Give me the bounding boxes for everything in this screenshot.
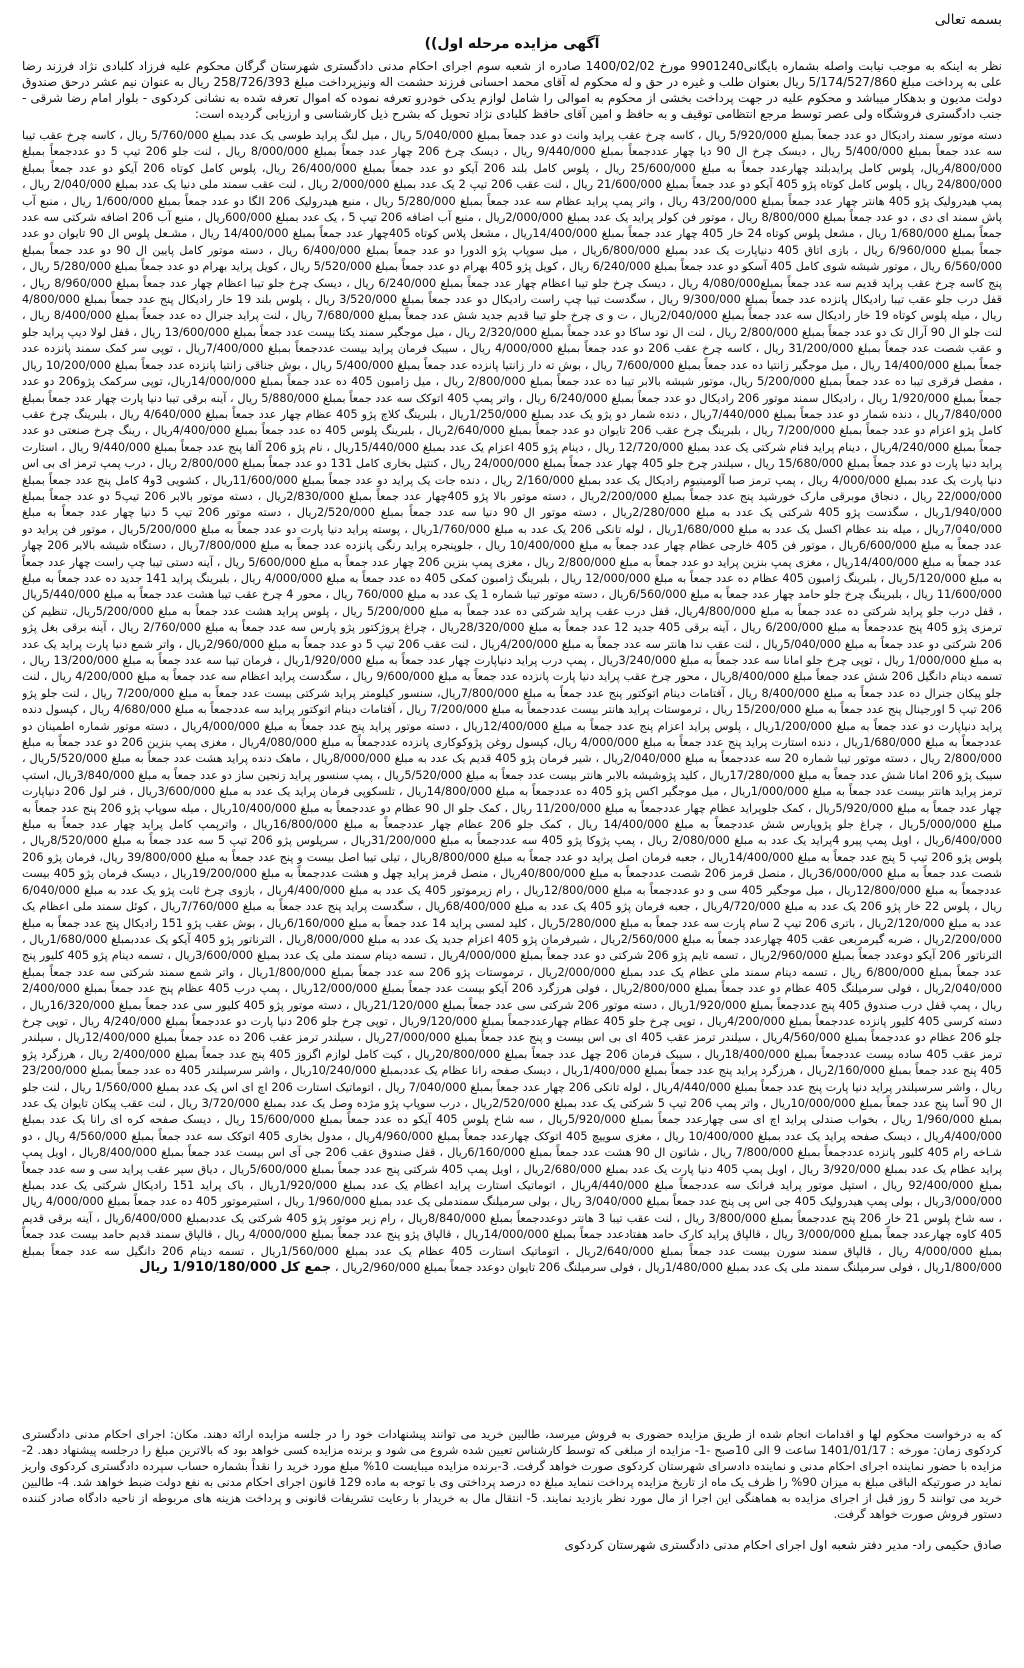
items-list bbox=[22, 128, 1002, 1420]
total-value: 1/910/180/000 ریال bbox=[139, 1260, 278, 1276]
auction-conditions: که به درخواست محکوم لها و اقدامات انجام شده از طریق مزایده حضوری به فروش میرسد، طالبین خرید می توانند پیشنهادات خود را در جلسه مزایده ارائه دهند. مکان: اجرای احکام مدنی دادگستری کردکوی زمان: مورخه : 1401/01/17 ساعت 9 الی 10صبح -1- مزایده از مبلغی که توسط کارشناس تعیین شده شروع می شود و برنده مزایده کسی خواهد بود که بالاترین مبلغ را درجلسه پیشنهاد دهد. 2- مزایده با حضور نماینده اجرای احکام مدنی و نماینده دادسرای شهرستان کردکوی صورت خواهد گرفت. 3-برنده مزایده میبایست 10% مبلغ مورد خرید را نقداً بشماره حساب سپرده دادگستری کردکوی واریز نماید در صورتیکه الباقی مبلغ به میزان 90% را ظرف یک ماه از تاریخ مزایده پرداخت ننماید مبلغ ده درصد پرداختی وی با توجه به ماده 129 قانون اجرای احکام مدنی به نفع دولت ضبط خواهد شد. 4- طالبین خرید می توانند 5 روز قبل از اجرای مزایده به هماهنگی این اجرا از مال مورد نظر بازدید نمایند. 5- انتقال مال به خریدار با رعایت تشریفات قانونی و پرداخت هزینه های مربوطه از ناحیه دادگاه صادر کننده دستور فروش صورت خواهد گرفت. bbox=[22, 1427, 1003, 1521]
salutation: بسمه تعالی bbox=[934, 12, 1002, 28]
notice-title: آگهی مزایده مرحله اول)) bbox=[424, 36, 600, 52]
items-text: دسته موتور سمند رادیکال دو عدد جمعاً بمبلغ 5/920/000 ریال ، کاسه چرخ عقب پراید وانت دو عدد جمعاً بمبلغ 5/040/000 ریال ، میل لنگ پراید طوسی یک عدد بمبلغ 5/760/000 ریال ، کاسه چرخ عقب تیبا سه عدد جمعاً بمبلغ 5/400/000 ریال ، دیسک چرخ ال 90 دیا چهار عددجمعاً بمبلغ 9/440/000 ریال ، دیسک چرخ 206 چهار عدد جمعاً بمبلغ 8/000/000 ریال ، لنت جلو 206 تیپ 5 دو عددجمعاً بمبلغ 4/800/000ریال، پلوس کامل پرایدبلند چهارعدد جمعاً به مبلغ 25/600/000 ریال ، پلوس کامل بلند 206 آیکو دو عدد جمعاً بمبلغ 26/400/000 ریال، پلوس کامل کوتاه 206 آیکو دو عدد جمعاً بمبلغ 24/800/000 ریال ، پلوس کامل کوتاه پژو 405 آیکو دو عدد جمعاً بمبلغ 21/600/000 ریال ، لنت عقب 206 تیپ 2 یک عدد بمبلغ 2/000/000 ریال ، لنت عقب سمند ملی دنیا یک عدد بمبلغ 2/040/000 ریال ، پمپ هیدرولیک پژو 405 هانتر چهار عدد جمعاً بمبلغ 43/200/000 ریال ، واتر پمپ پراید عظام سه عدد جمعاً بمبلغ 5/280/000 ریال ، منبع هیدرولیک 206 الگا دو عدد جمعاً بمبلغ 1/600/000 ریال ، منبع آب پاش سمند ای دی ، دو عدد جمعاً بمبلغ 8/800/000 ریال ، موتور فن کولر پراید یک عدد بمبلغ 2/000/000ریال ، منبع آب اضافه 206 تیپ 5 ، یک عدد بمبلغ 600/000ریال ، منبع آب 206 اضافه شرکتی سه عدد جمعاً بمبلغ 1/680/000 ریال ، مشعل پلوس کوتاه 24 خار 405 چهار عدد جمعاً بمبلغ 14/400/000ریال ، مشعل پلاس کوتاه 405چهار عدد جمعاً بمبلغ 14/400/000 ریال ، مشـعل پلوس ال 90 تایوان دو عدد جمعاً بمبلغ 6/960/000 ریال ، بازی اتاق 405 دنیاپارت یک عدد بمبلغ 6/800/000ریال ، میل سوپاپ پژو الدورا دو عدد جمعاً بمبلغ 6/400/000 ریال ، دسته موتور کامل پایین ال 90 دو عدد جمعاً بمبلغ 6/560/000 ریال ، موتور شیشه شوی کامل 405 آسکو دو عدد جمعاً بمبلغ 6/240/000 ریال ، کویل پژو 405 بهرام دو عدد جمعاً بمبلغ 5/520/000 ریال ، کویل پراید بهرام دو عدد جمعاً بمبلغ 5/280/000 ریال ، پنج کاسه چرخ عقب پراید قدیم سه عدد جمعاً بمبلغ4/080/000 ریال ، دیسک چرخ جلو تیبا اعظام چهار عدد جمعاً بمبلغ 6/240/000 ریال ، دیسک چرخ جلو تیبا اعظام چهار عدد جمعاً بمبلغ 8/960/000 ریال ، قفل درب جلو عقب تیبا رادیکال پانزده عدد جمعاً بمبلغ 9/300/000 ریال ، سگدست تیبا چپ راست رادیکال دو عدد جمعاً بمبلغ 3/520/000 ریال ، پلوس بلند 19 خار رادیکال پنج عدد جمعاً بمبلغ 4/800/000 ریال ، میله پلوس کوتاه 19 خار رادیکال سه عدد جمعاً بمبلغ 2/040/000ریال ، ت و ی چرخ جلو تیبا قدیم جدید شش عدد جمعاً بمبلغ 7/680/000 ریال ، لنت پراید جنرال ده عدد جمعاً بمبلغ 8/400/000 ریال ، لنت جلو ال 90 آرال تک دو عدد جمعاً بمبلغ 2/800/000 ریال ، لنت ال نود ساکا دو عدد جمعاً بمبلغ 2/320/000 ریال ، میل موجگیر سمند یکتا بیست عدد جمعاً بمبلغ 13/600/000 ریال ، قفل لولا دیپ پراید جلو و عقب شصت عدد جمعاً بمبلغ 31/200/000 ریال ، کاسه چرخ عقب 206 دو عدد جمعاً بمبلغ 4/000/000 ریال ، سیبک فرمان پراید بیست عددجمعاً بمبلغ 7/400/000ریال ، توپی سر کمک سمند پانزده عدد جمعاً بمبلغ 14/400/000 ریال ، میل موجگیر زانتیا ده عدد جمعاً بمبلغ 7/600/000 ریال ، بوش ته دار زانتیا پانزده عدد جمعاً بمبلغ 5/400/000 ریال ، بوش جناقی زانتیا پانزده عدد جمعاً بمبلغ 10/200/000 ریال ، مفصل فرقری تیبا ده عدد جمعاً بمبلغ 5/200/000 ریال، موتور شیشه بالابر تیبا ده عدد جمعاً بمبلغ 2/800/000 ریال ، میل زامبون 405 ده عدد جمعاً بمبلغ 14/000/000ریال، توپی سرکمک پژو206 دو عدد جمعاً بمبلغ 1/920/000 ریال ، رادیکال سمند موتور 206 رادیکال دو عدد جمعاً بمبلغ 6/240/000 ریال ، واتر پمپ 405 اتوکک سه عدد جمعاً بمبلغ 5/880/000 ریال ، آینه برقی تیبا دنیا پارت چهار عدد جمعاً بمبلغ 7/840/000ریال ، دنده شمار دو عدد جمعاً بمبلغ 7/440/000ریال ، دنده شمار دو پژو یک عدد بمبلغ 1/250/000ریال ، بلبرینگ کلاچ پژو 405 عظام چهار عدد جمعاً بمبلغ 4/640/000 ریال ، بلبرینگ چرخ عقب کامل پژو اعزام دو عدد جمعاً بمبلغ 7/200/000 ریال ، بلبرینگ چرخ عقب 206 تایوان دو عدد جمعاً بمبلغ 2/640/000ریال ، بلبرینگ پلوس 405 ده عدد جمعاً بمبلغ 4/400/000ریال ، رینگ چرخ صنعتی دو عدد جمعاً بمبلغ 4/240/000ریال ، دینام پراید فنام شرکتی یک عدد بمبلغ 12/720/000 ریال ، دینام پژو 405 اعزام یک عدد بمبلغ 15/440/000ریال ، نام پژو 206 آلفا پنج عدد جمعاً بمبلغ 9/440/000 ریال ، استارت پراید دنیا پارت دو عدد جمعاً بمبلغ 15/680/000 ریال ، سیلندر چرخ جلو 405 چهار عدد جمعاً بمبلغ 24/000/000 ریال ، کنتیل بخاری کامل 131 دو عدد جمعاً بمبلغ 2/800/000 ریال ، درب پمپ ترمز ای بی اس دنیا پارت یک عدد بمبلغ 4/000/000 ریال ، پمپ ترمز صبا آلومینیوم رادیکال یک عدد بمبلغ 2/160/000 ریال ، دنده جات یک پراید دو عدد جمعاً بمبلغ 11/600/000ریال ، کشویی 3و4 کامل پنج عدد جمعاً بمبلغ 22/000/000 ریال ، دنجاق موبرقی مارک خورشید پنج عدد جمعاً بمبلغ 2/200/000ریال ، دسته موتور بالا پژو 405چهار عدد جمعاً بمبلغ 2/830/000ریال ، دسته موتور بالابر 206 تیپ5 دو عدد جمعاً بمبلغ 1/940/000ریال ، سگدست پژو 405 شرکتی یک عدد به مبلغ 2/280/000ریال ، دسته موتور ال 90 دنیا سه عدد جمعاً بمبلغ 2/520/000ریال ، دسته موتور 206 تیپ 5 دنیا چهار عدد جمعاً به مبلغ 7/040/000ریال ، میله بند عظام اکسل یک عدد به مبلغ 1/680/000ریال ، لوله تانکی 206 یک عدد به مبلغ 1/760/000ریال ، پوسته پراید دنیا پارت دو عدد جمعاً به مبلغ 5/200/000ریال ، موتور فن پراید دو عدد جمعاً به مبلغ 6/600/000ریال ، موتور فن 405 خارجی عظام چهار عدد جمعاً به مبلغ 10/400/000 ریال ، جلوپنجره پراید رنگی پانزده عدد جمعاً به مبلغ 7/800/000ریال ، دستگاه شیشه بالابر 206 چهار عدد جمعاً به مبلغ 14/400/000ریال ، مغزی پمپ بنزین پراید دو عدد جمعاً به مبلغ 2/800/000 ریال ، مغزی پمپ بنزین 206 چهار عدد جمعاً به مبلغ 5/600/000 ریال ، آینه دستی تیبا چپ راست چهار عدد جمعاً به مبلغ 5/120/000ریال ، بلبرینگ ژامبون 405 عظام ده عدد جمعاً به مبلغ 12/000/000 ریال ، بلبرینگ ژامبون کمکی 405 ده عدد جمعاً به مبلغ 4/000/000 ریال ، بلبرینگ پراید 141 جدید ده عدد جمعاً به مبلغ 11/600/000 ریال ، بلبرینگ چرخ جلو حامد چهار عدد جمعاً به مبلغ 6/560/000ریال ، دسته موتور تیبا شماره 1 یک عدد به مبلغ 760/000 ریال ، محور 4 چرخ عقب تیبا هشت عدد جمعاً به مبلغ 5/440/000ریال ، قفل درب جلو پراید شرکتی ده عدد جمعاً به مبلغ 4/800/000ریال، قفل درب عقب پراید شرکتی ده عدد جمعاً به مبلغ 5/200/000 ریال ، پلوس پراید هشت عدد جمعاً به مبلغ 5/200/000ریال، تنظیم کن ترمزی پژو 405 پنج عددجمعاً به مبلغ 6/200/000 ریال ، آینه برقی 405 جدید 12 عدد جمعاً به مبلغ 28/320/000ریال ، چراغ پروژکتور پژو پارس سه عدد جمعاً به مبلغ 2/760/000 ریال ، آینه برقی بغل پژو 206 شرکتی دو عدد جمعاً به مبلغ 5/040/000ریال ، لنت عقب ندا هانتر سه عدد جمعاً به مبلغ 4/200/000ریال ، لنت عقب 206 تیپ 5 دو عدد جمعاً به مبلغ 2/960/000ریال ، واتر شمع دنیا پارت پراید یک عدد به مبلغ 1/000/000 ریال ، توپی چرخ جلو امانا سه عدد جمعاً به مبلغ 3/240/000ریال ، پمپ درب پراید دنیاپارت چهار عدد جمعاً به مبلغ 1/920/000ریال ، فرمان تیبا سه عدد جمعاً به مبلغ 13/200/000 ریال ، تسمه دینام دانگیل 206 شش عدد جمعاً مبلغ 8/400/000ریال ، محور چرخ عقب پراید دنیا پارت پانزده عدد جمعاً به مبلغ 9/600/000 ریال ، سگدست پراید اعظام سه عدد جمعاً به مبلغ 4/200/000 ریال ، لنت جلو پیکان جنرال ده عدد جمعاً به مبلغ 8/400/000 ریال ، آفتامات دینام اتوکتور پنج عدد جمعاً به مبلغ 7/800/000ریال، سنسور کیلومتر پراید شرکتی بیست عدد جمعاً به مبلغ 7/200/000 ریال ، لنت جلو پژو 206 تیپ 5 اورجینال پنج عدد جمعاً به مبلغ 15/200/000 ریال ، ترموستات پراید هانتر بیست عددجمعاً به مبلغ 7/200/000 ریال ، آفتامات دینام اتوکتور پراید سه عددجمعاً به مبلغ 4/680/000 ریال ، کپسول دنده پراید دنیاپارت دو عدد جمعاً به مبلغ 1/200/000ریال ، پلوس پراید اعزام پنج عدد جمعاً به مبلغ 12/400/000ریال ، دسته موتور پراید پنج عدد جمعاً به مبلغ 4/000/000ریال ، دسته موتور شماره اطمینان دو عددجمعاً به مبلغ 1/680/000ریال ، دنده استارت پراید پنج عدد جمعاً به مبلغ 4/000/000 ریال، کپسول روغن پژوکوکاری پانزده عددجمعاً به مبلغ 4/080/000ریال ، مغزی پمپ بنزین 206 دو عدد جمعاً به مبلغ 2/800/000 ریال ، دسته موتور تیبا شماره 20 سه عددجمعاً به مبلغ 2/040/000ریال ، شیر فرمان پژو 405 قدیم یک عدد به مبلغ 8/000/000ریال ، ماهک دنده پراید هشت عدد جمعاً به مبلغ 5/520/000ریال ، سیبک پژو 206 امانا شش عدد جمعاً به مبلغ 17/280/000ریال ، کلید پژوشیشه بالابر هانتر بیست عدد جمعاً به مبلغ 5/520/000ریال ، پمپ سنسور پراید زنجین ساز دو عدد جمعاً به مبلغ 3/840/000ریال، استپ ترمز پراید هانتر بیست عدد جمعاً به مبلغ 1/000/000ریال ، میل موجگیر اکس پژو 405 ده عددجمعاً به مبلغ 14/800/000ریال ، تلسکوپی فرمان پراید یک عدد به مبلغ 3/600/000ریال ، فنر لول 206 دنیاپارت چهار عدد جمعاً به مبلغ 5/920/000ریال ، کمک جلوپراید عظام چهار عددجمعاً به مبلغ 11/200/000 ریال ، کمک جلو ال 90 عظام دو عددجمعاً به مبلغ 10/400/000ریال ، میله سوپاپ پژو 206 پنج عدد جمعاً به مبلغ 5/000/000ریال ، چراغ جلو پژوپارس شش عددجمعاً به مبلغ 14/400/000 ریال ، کمک جلو 206 عظام چهار عددجمعاً به مبلغ 16/800/000ریال ، واترپمپ کامل پراید چهار عدد جمعاً به مبلغ 6/400/000ریال ، اویل پمپ پیرو 4پراید یک عدد به مبلغ 2/080/000 ریال ، پمپ پژوکا پژو 405 سه عددجمعاً به مبلغ 31/200/000ریال ، سرپلوس پژو 206 تیپ 5 سه عدد جمعاً به مبلغ 8/520/000ریال ، پلوس پژو 206 تیپ 5 پنج عدد جمعاً به مبلغ 14/400/000ریال ، جعبه فرمان اصل پراید دو عدد جمعاً به مبلغ 8/800/000ریال ، تیلی تیبا اصل بیست و پنج عدد جمعاً به مبلغ 39/800/000 ریال، فرمان پژو 206 شصت عدد جمعاً به مبلغ 36/000/000ریال ، منصل قرمز 206 شصت عددجمعاً به مبلغ 40/800/000ریال ، منصل قرمز پراید چهل و هشت عددجمعاً به مبلغ 19/200/000ریال ، دیسک فرمان پژو 405 بیست عددجمعاً به مبلغ 12/800/000ریال ، میل موجگیر 405 سی و دو عددجمعاً به مبلغ 12/800/000ریال ، رام زیرموتور 405 یک عدد به مبلغ 4/400/000ریال ، بازوی چرخ ثابت پژو یک عدد به مبلغ 6/040/000 ریال ، پلوس 22 خار پژو 206 یک عدد به مبلغ 4/720/000ریال ، جعبه فرمان پژو 405 یک عدد به مبلغ 68/400/000ریال ، سگدست پراید پنج عدد جمعاً به مبلغ 7/760/000ریال ، کوئل سمند ملی اعظام یک عدد به مبلغ 2/120/000ریال ، باتری 206 تیپ 2 سام پارت سه عدد جمعاً به مبلغ 5/280/000ریال ، کلید لمسی پراید 14 عدد جمعاً به مبلغ 6/160/000ریال ، بوش عقب پژو 151 رادیکال پنج عدد جمعاً به مبلغ 2/200/000ریال ، ضربه گیرمربعی عقب 405 چهارعدد جمعاً به مبلغ 2/560/000ریال ، شیرفرمان پژو 405 اعزام جدید یک عدد به مبلغ 8/000/000ریال ، الترناتور پژو 405 آیکو یک عددبمبلغ 1/680/000ریال ، الترناتور 206 آیکو دوعدد جمعاً بمبلغ 2/960/000ریال ، تسمه تایم پژو 206 شرکتی دو عدد جمعاً بمبلغ 4/000/000ریال ، تسمه دینام سمند ملی یک عدد بمبلغ 3/600/000ریال ، تسمه دینام پژو 405 کلیور پنج عدد جمعاً بمبلغ 6/800/000 ریال ، تسمه دینام سمند ملی عظام یک عدد بمبلغ 2/000/000ریال ، ترموستات پژو 206 سه عدد جمعاً بمبلغ 1/800/000ریال ، واتر شمع سمند شرکتی سه عدد جمعاً بمبلغ 2/040/000ریال ، فولی سرمیلنگ 405 عظام دو عدد جمعاً بمبلغ 2/800/000ریال ، فولی هرزگرد 206 آیکو بیست عدد جمعاً بمبلغ 12/000/000ریال ، پمپ درب 405 عظام پنج عدد جمعاً بمبلغ 2/400/000 ریال ، پمپ قفل درب صندوق 405 پنج عددجمعاً بمبلغ 1/920/000ریال ، دسته موتور 206 شرکتی سی عدد جمعاً بمبلغ 21/120/000ریال ، دسته موتور پژو 405 کلیور سی عدد جمعاً بمبلغ 16/320/000ریال ، دسته کرسی 405 کلیور پانزده عددجمعاً بمبلغ 4/200/000ریال ، توپی چرخ جلو 405 عظام چهارعددجمعاً بمبلغ 9/120/000ریال ، توپی چرخ جلو 206 دنیا پارت دو عددجمعاً بمبلغ 4/240/000 ریال ، توپی چرخ جلو 206 عظام دو عددجمعاً بمبلغ 4/560/000ریال ، سیلندر ترمز عقب 405 ای بی اس بیست و پنج عدد جمعاً بمبلغ 27/000/000ریال ، سیلندر ترمز عقب 206 ده عدد جمعاً بمبلغ 12/400/000ریال ، سیلندر ترمز عقب 405 ساده بیست عددجمعاً بمبلغ 18/400/000ریال ، سیبک فرمان 206 چهل عدد جمعاً بمبلغ 20/800/000ریال ، کیت کامل لوازم اگزوز 405 پنج عدد جمعاً بمبلغ 2/400/000 ریال ، هرزگرد پژو 405 پنج عدد جمعاً بمبلغ 2/160/000ریال ، هرزگرد پراید پنج عدد جمعاً بمبلغ 1/400/000ریال ، دیسک صفحه رانا عظام یک عددبمبلغ 10/240/000ریال ، واشر سرسیلندر 405 ده عدد جمعاً بمبلغ 23/200/000 ریال ، واشر سرسیلندر پراید دنیا پارت پنج عدد جمعاً بمبلغ 4/440/000ریال ، لوله تانکی 206 چهار عدد جمعاً بمبلغ 7/040/000 ریال ، اتوماتیک استارت 206 اچ ای اس یک عدد بمبلغ 1/560/000 ریال ، لنت جلو ال 90 آسا پنج عدد جمعاً بمبلغ 10/000/000ریال ، واتر پمپ 206 تیپ 5 شرکتی یک عدد بمبلغ 2/520/000ریال ، درب سوپاپ پژو مژده وصل یک عدد بمبلغ 3/720/000 ریال ، لنت عقب پیکان تایوان یک عدد بمبلغ 1/960/000 ریال ، بخواب صندلی پراید اچ ای سی چهارعدد جمعاً بمبلغ 5/920/000ریال ، سه شاخ پلوس 405 آیکو ده عدد جمعاً بمبلغ 15/600/000 ریال ، دیسک صفحه کره ای رانا یک عدد بمبلغ 4/400/000ریال ، دیسک صفحه پراید یک عدد بمبلغ 10/400/000 ریال ، مغزی سوییچ 405 اتوکک چهارعدد جمعاً بمبلغ 4/960/000ریال ، مدول بخاری 405 اتوکک سه عدد جمعاً بمبلغ 4/560/000 ریال ، دو شـاخه رام 405 کلیور پانزده عددجمعاً بمبلغ 7/800/000 ریال ، شاتون ال 90 هشت عدد جمعاً بمبلغ 6/160/000ریال ، قفل صندوق عقب 206 جی آی اس بیست عدد جمعاً بمبلغ 8/400/000ریال ، اویل پمپ پراید عظام یک عدد بمبلغ 3/920/000 ریال ، اویل پمپ 405 دنیا پارت یک عدد بمبلغ 2/680/000ریال ، اویل پمپ 405 شرکتی پنج عدد جمعاً بمبلغ 5/600/000ریال ، دیاق سپر عقب پراید سی و سه عدد جمعاً بمبلغ 92/400/000 ریال ، استپل موتور پراید فرانک سه عددجمعاً مبلغ 4/440/000ریال ، اتوماتیک استارت پراید اعظام یک عدد بمبلغ 1/920/000ریال ، باک پراید 151 رادیکال شرکتی یک عدد بمبلغ 3/000/000ریال ، بولی پمپ هیدرولیک 405 جی اس پی پنج عدد جمعاً بمبلغ 3/040/000 ریال ، بولی سرمیلنگ سمندملی یک عدد بمبلغ 1/960/000 ریال ، استیرموتور 405 ده عدد جمعاً بمبلغ 4/000/000 ریال ، سه شاخ پلوس 21 خار 206 پنج عددجمعاً بمبلغ 3/800/000 ریال ، لنت عقب تیبا 3 هانتر دوعددجمعاً بمبلغ 8/840/000ریال ، رام زیر موتور پژو 405 شرکتی یک عددبمبلغ 6/400/000ریال ، آینه برقی قدیم 405 کاوه چهارعدد جمعاً بمبلغ 3/000/000 ریال ، قالپاق پراید کارک حامد هفتادعدد جمعاً بمبلغ 14/000/000ریال ، قالپاق پژو پنج عدد جمعاً بمبلغ 4/000/000 ریال ، قالپاق سمند قدیم حامد بیست عدد جمعاً بمبلغ 4/000/000 ریال ، قالپاق سمند سورن بیست عدد جمعاً بمبلغ 2/640/000ریال ، اتوماتیک استارت 405 عظام یک عدد بمبلغ 1/560/000ریال ، تسمه دینام 206 دانگیل سه عدد جمعاً بمبلغ 1/800/000ریال ، فولی سرمیلنگ سمند ملی یک عدد بمبلغ 1/480/000ریال ، فولی سرمیلنگ 206 تایوان دوعدد جمعاً بمبلغ 2/960/000ریال ، bbox=[22, 129, 1002, 1275]
total-label: جمع کل bbox=[280, 1260, 332, 1276]
signature: صادق حکیمی راد- مدیر دفتر شعبه اول اجرای احکام مدنی دادگستری شهرستان کردکوی bbox=[564, 1538, 1002, 1552]
intro-paragraph: نظر به اینکه به موجب نیابت واصله بشماره بایگانی9901240 مورخ 1400/02/02 صادره از شعبه سوم اجرای احکام مدنی دادگستری شهرستان گرگان محکوم علیه فرزاد کلبادی نژاد فرزند رضا علی به پرداخت مبلغ 5/174/527/860 ریال بعنوان طلب و غیره در حق و له محکوم له آقای محمد احسانی فرزند حشمت اله ونیزپرداخت مبلغ 258/726/393 ریال به عنوان نیم عشر درحق صندوق دولت مدیون و بدهکار میباشد و محکوم علیه در جهت پرداخت بخشی از محکوم به اموالی را شامل لوازم یدکی خودرو تعرفه نموده که اموال تعرفه شده به نشانی کردکوی - بلوار امام رضا شرقی - جنب دادگستری فروشگاه ولی عصر توسط مرجع انتظامی توقیف و به حافظ و امین آقای حافظ کلبادی نژاد تحویل که بشرح ذیل کارشناسی و ارزیابی گردیده است: bbox=[22, 59, 1003, 121]
